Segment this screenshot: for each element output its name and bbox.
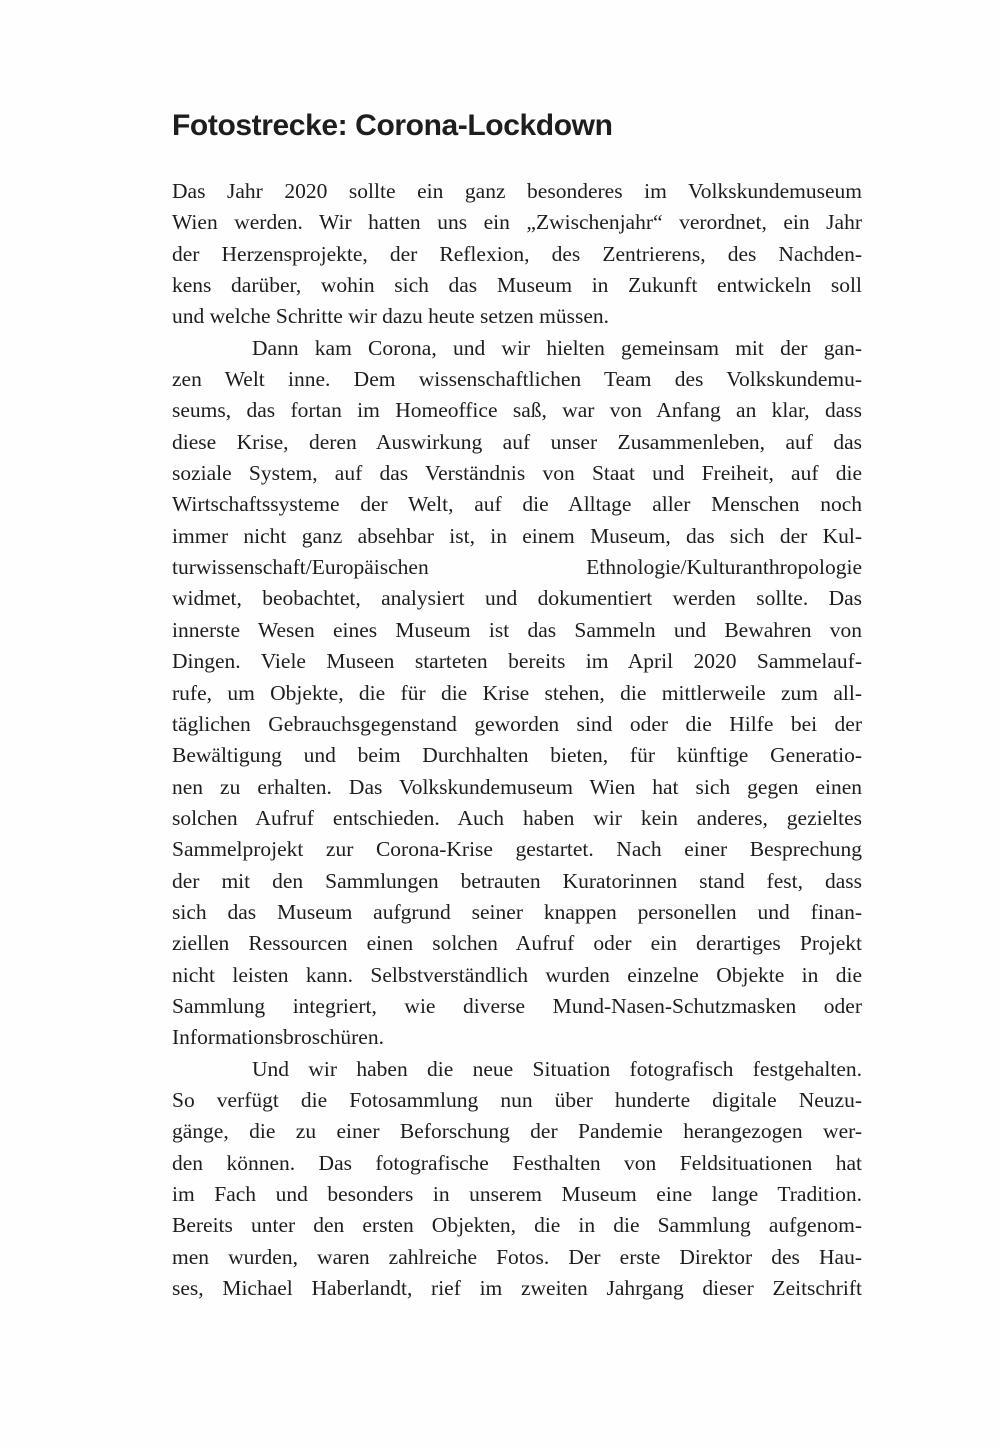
text-line: Bewältigung und beim Durchhalten bieten, für künftige Generatio- — [172, 743, 862, 768]
text-line: Sammelprojekt zur Corona-Krise gestartet. Nach einer Besprechung — [172, 837, 862, 862]
text-line: Sammlung integriert, wie diverse Mund-Nasen-Schutzmasken oder — [172, 993, 862, 1018]
article-body — [172, 176, 862, 1304]
text-line: kens darüber, wohin sich das Museum in Zukunft entwickeln soll — [172, 273, 862, 298]
text-line: Dingen. Viele Museen starteten bereits im April 2020 Sammelauf- — [172, 649, 862, 674]
text-line: Wien werden. Wir hatten uns ein „Zwischenjahr“ verordnet, ein Jahr — [172, 210, 862, 235]
text-line: nicht leisten kann. Selbstverständlich wurden einzelne Objekte in die — [172, 962, 862, 987]
text-line: im Fach und besonders in unserem Museum eine lange Tradition. — [172, 1182, 862, 1206]
text-line: ses, Michael Haberlandt, rief im zweiten Jahrgang dieser Zeitschrift — [172, 1276, 862, 1301]
text-line: solchen Aufruf entschieden. Auch haben wir kein anderes, gezieltes — [172, 805, 862, 830]
text-line: und welche Schritte wir dazu heute setzen müssen. — [172, 304, 610, 329]
text-line: Dann kam Corona, und wir hielten gemeinsam mit der gan- — [252, 335, 862, 360]
text-line: täglichen Gebrauchsgegenstand geworden sind oder die Hilfe bei der — [172, 711, 862, 736]
text-line: der mit den Sammlungen betrauten Kuratorinnen stand fest, dass — [172, 868, 862, 893]
text-line: Wirtschaftssysteme der Welt, auf die Alltage aller Menschen noch — [172, 492, 862, 517]
text-line: seums, das fortan im Homeoffice saß, war von Anfang an klar, dass — [172, 398, 862, 423]
page-title: Fotostrecke: Corona-Lockdown — [172, 109, 613, 142]
text-line: der Herzensprojekte, der Reflexion, des Zentrierens, des Nachden- — [172, 241, 862, 266]
text-line: immer nicht ganz absehbar ist, in einem Museum, das sich der Kul- — [172, 523, 862, 548]
text-line: Das Jahr 2020 sollte ein ganz besonderes im Volkskundemuseum — [172, 179, 862, 203]
text-line: Informationsbroschüren. — [172, 1025, 384, 1050]
text-line: gänge, die zu einer Beforschung der Pandemie herangezogen wer- — [172, 1119, 862, 1144]
text-line: widmet, beobachtet, analysiert und dokumentiert werden sollte. Das — [172, 586, 862, 611]
text-line: men wurden, waren zahlreiche Fotos. Der erste Direktor des Hau- — [172, 1244, 862, 1269]
text-line: Und wir haben die neue Situation fotografisch festgehalten. — [252, 1056, 862, 1081]
text-line: turwissenschaft/Europäischen Ethnologie/Kulturanthropologie — [172, 555, 862, 580]
text-line: nen zu erhalten. Das Volkskundemuseum Wien hat sich gegen einen — [172, 774, 862, 799]
text-line: ziellen Ressourcen einen solchen Aufruf oder ein derartiges Projekt — [172, 931, 862, 956]
text-line: Bereits unter den ersten Objekten, die in die Sammlung aufgenom- — [172, 1213, 862, 1238]
text-line: So verfügt die Fotosammlung nun über hunderte digitale Neuzu- — [172, 1087, 862, 1112]
text-line: diese Krise, deren Auswirkung auf unser Zusammenleben, auf das — [172, 429, 862, 454]
text-line: den können. Das fotografische Festhalten von Feldsituationen hat — [172, 1150, 862, 1175]
text-line: rufe, um Objekte, die für die Krise stehen, die mittlerweile zum all- — [172, 680, 862, 705]
text-line: sich das Museum aufgrund seiner knappen personellen und finan- — [172, 899, 862, 924]
text-line: innerste Wesen eines Museum ist das Sammeln und Bewahren von — [172, 617, 862, 642]
text-line: soziale System, auf das Verständnis von Staat und Freiheit, auf die — [172, 461, 862, 486]
text-line: zen Welt inne. Dem wissenschaftlichen Team des Volkskundemu- — [172, 367, 862, 392]
